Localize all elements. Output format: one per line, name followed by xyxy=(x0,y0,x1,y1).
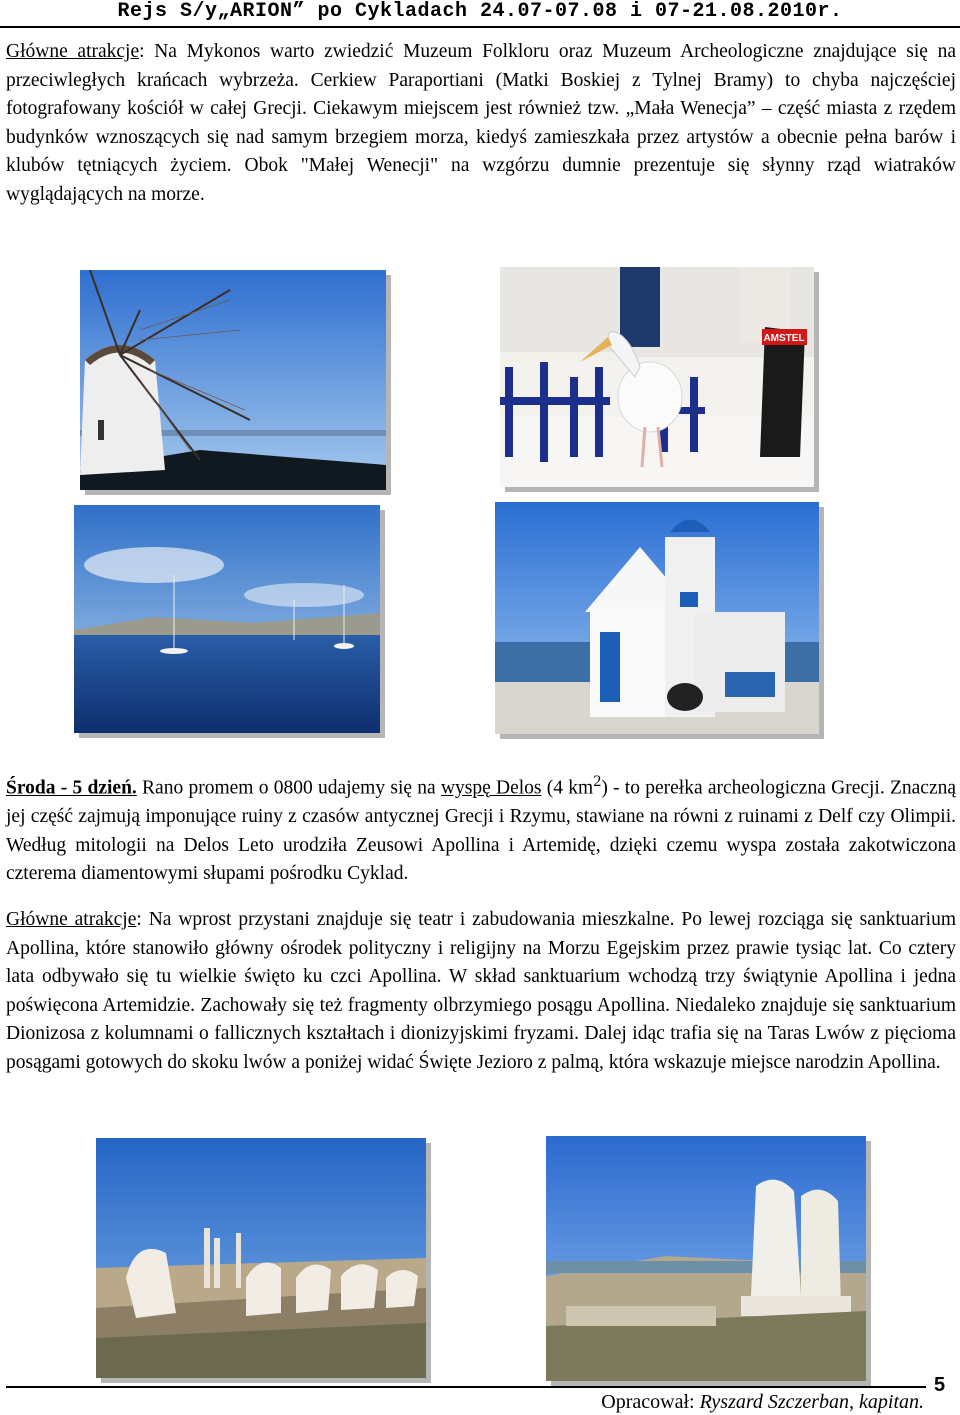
paragraph-mykonos xyxy=(6,38,956,209)
page-number: 5 xyxy=(934,1374,946,1396)
footer-prefix: Opracował: xyxy=(601,1391,700,1413)
paragraph-text: ) - to perełka archeologiczna Grecji. Znaczną jej część zajmują imponujące ruiny z czasów antycznej Grecji i Rzymu, stawiane na równi z ruinami z Delf czy Olimpii. Według mitologii na Delos Leto urodziła Zeusowi Apollina i Artemidę, dzięki czemu wyspa została zakotwiczona czterema diamentowymi słupami pośrodku Cyklad. xyxy=(6,777,957,884)
footer-credit xyxy=(520,1388,924,1415)
superscript: 2 xyxy=(593,772,602,790)
paragraph-delos-attractions xyxy=(6,906,956,1077)
paragraph-text: : Na Mykonos warto zwiedzić Muzeum Folkloru oraz Muzeum Archeologiczne znajdujące się na przeciwległych krańcach wybrzeża. Cerkiew Paraportiani (Matki Boskiej z Tylnej Bramy) to chyba najczęściej fotografowany kościół w całej Grecji. Ciekawym miejscem jest również tzw. „Mała Wenecja” – część miasta z rzędem budynków wznoszących się nad samym brzegiem morza, kiedyś zamieszkała przez artystów a obecnie pełna barów i klubów tętniących życiem. Obok "Małej Wenecji" na wzgórzu dumnie prezentuje się słynny rząd wiatraków wyglądających na morze. xyxy=(6,41,956,205)
lions-terrace-photo xyxy=(96,1138,426,1378)
amstel-sign: AMSTEL xyxy=(763,333,805,344)
delos-link[interactable]: wyspę Delos xyxy=(440,777,542,799)
chapel-photo xyxy=(495,502,819,734)
header-rule xyxy=(0,26,960,28)
harbor-photo xyxy=(74,505,380,733)
footer-author: Ryszard Szczerban, kapitan. xyxy=(699,1391,924,1413)
paragraph-text: (4 km xyxy=(541,777,594,799)
pelican-photo xyxy=(500,267,814,487)
day-heading: Środa - 5 dzień. xyxy=(6,777,137,799)
page-header: Rejs S/y„ARION” po Cykladach 24.07-07.08 i 07-21.08.2010r. xyxy=(117,0,843,23)
attractions-label: Główne atrakcje xyxy=(6,909,137,930)
statues-photo xyxy=(546,1136,866,1381)
paragraph-text: Rano promem o 0800 udajemy się na xyxy=(136,777,441,799)
paragraph-text: : Na wprost przystani znajduje się teatr i zabudowania mieszkalne. Po lewej rozciąga się sanktuarium Apollina, które stanowiło główny ośrodek polityczny i religijny na Morzu Egejskim przez prawie tysiąc lat. Co cztery lata odbywało się tu wielkie święto ku czci Apollina. W skład sanktuarium wchodzą trzy świątynie Apollina i jedna poświęcona Artemidzie. Zachowały się też fragmenty olbrzymiego posągu Apollina. Niedaleko znajduje się sanktuarium Dionizosa z kolumnami o fallicznych kształtach i dionizyjskimi fryzami. Dalej idąc trafia się na Taras Lwów z pięcioma posągami gotowych do skoku lwów a poniżej widać Święte Jezioro z palmą, która wskazuje miejsce narodzin Apollina. xyxy=(6,909,957,1073)
windmill-photo xyxy=(80,270,386,490)
paragraph-delos-intro xyxy=(6,767,956,889)
attractions-label: Główne atrakcje xyxy=(6,41,140,62)
